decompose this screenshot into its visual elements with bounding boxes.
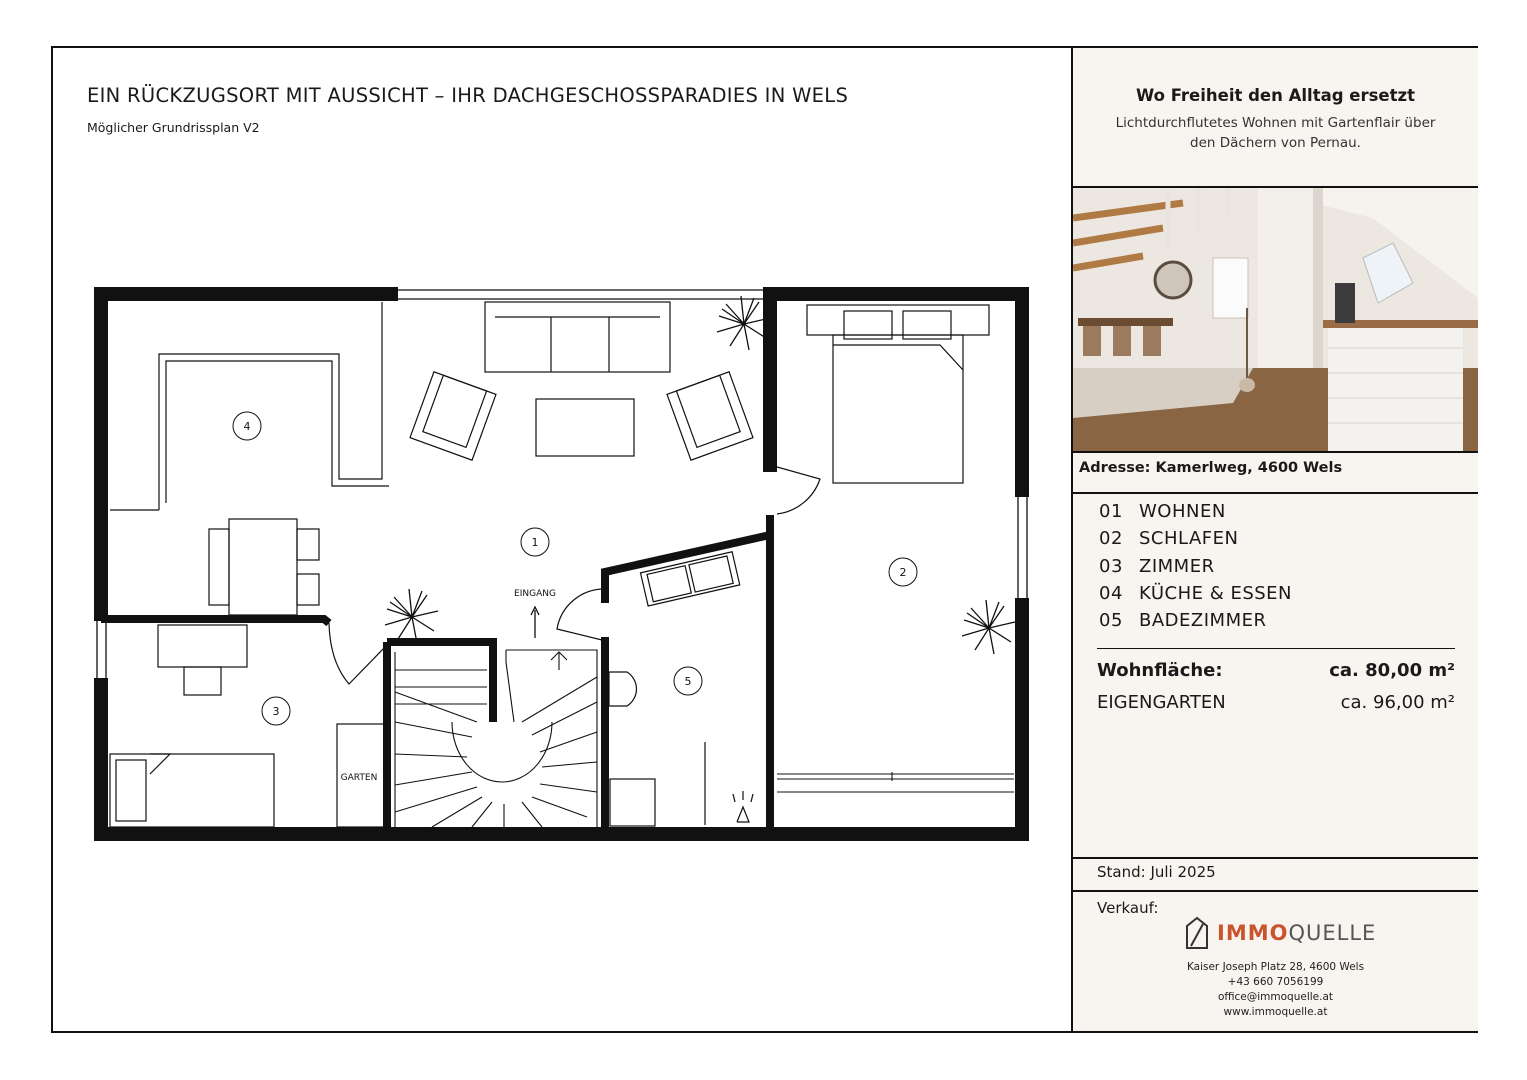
property-address: Adresse: Kamerlweg, 4600 Wels (1079, 460, 1343, 476)
room-marker-3 (262, 697, 290, 725)
garden-area-value: ca. 96,00 m² (1340, 692, 1455, 713)
svg-text:5: 5 (684, 675, 692, 688)
list-item: 01 WOHNEN (1099, 501, 1226, 522)
divider (1097, 648, 1455, 649)
living-area-row (1097, 660, 1455, 681)
dining-table (209, 519, 319, 615)
divider (1073, 451, 1478, 453)
info-sidebar (1071, 48, 1478, 1031)
outer-walls (101, 294, 1022, 834)
contact-website[interactable]: www.immoquelle.at (1223, 1006, 1328, 1018)
room-marker-2 (889, 558, 917, 586)
living-area-value: ca. 80,00 m² (1329, 660, 1455, 681)
svg-text:2: 2 (899, 566, 907, 579)
kitchen-counter (110, 302, 389, 510)
company-logo (1185, 916, 1376, 950)
svg-text:1: 1 (531, 536, 539, 549)
list-item: 03 ZIMMER (1099, 555, 1215, 577)
plant-icons (385, 296, 1015, 654)
contact-email[interactable]: office@immoquelle.at (1217, 991, 1334, 1003)
sales-label: Verkauf: (1097, 899, 1159, 917)
interior-walls (101, 515, 770, 834)
room-marker-1 (521, 528, 549, 556)
list-item: 05 BADEZIMMER (1099, 610, 1267, 632)
garden-area-row (1097, 692, 1455, 713)
living-area-label: Wohnfläche: (1097, 660, 1223, 681)
sliding-door (777, 772, 1014, 792)
floor-plan-area (53, 48, 1073, 1031)
room-marker-5 (674, 667, 702, 695)
divider (1073, 857, 1478, 859)
entrance-label: EINGANG (514, 589, 556, 599)
interior-photo (1073, 188, 1478, 451)
entrance-arrow (531, 607, 539, 638)
contact-phone[interactable]: +43 660 7056199 (1227, 976, 1324, 988)
living-furniture (410, 302, 753, 460)
svg-text:4: 4 (243, 420, 251, 433)
logo-wordmark: IMMOQUELLE (1217, 921, 1377, 945)
date-stand: Stand: Juli 2025 (1097, 863, 1216, 881)
room-marker-4 (233, 412, 261, 440)
windows (97, 290, 1027, 685)
divider (1073, 492, 1478, 494)
divider (1073, 890, 1478, 892)
double-bed (807, 305, 989, 483)
contact-block (1073, 960, 1478, 1020)
room3-furniture (110, 625, 386, 827)
garden-area-label: EIGENGARTEN (1097, 692, 1226, 713)
list-item: 04 KÜCHE & ESSEN (1099, 582, 1293, 604)
contact-address: Kaiser Joseph Platz 28, 4600 Wels (1186, 961, 1365, 973)
garden-label: GARTEN (340, 773, 378, 783)
sidebar-headline: Wo Freiheit den Alltag ersetzt (1136, 86, 1415, 105)
plan-subtitle: Möglicher Grundrissplan V2 (87, 120, 260, 135)
sidebar-description: Lichtdurchflutetes Wohnen mit Gartenflair über den Dächern von Pernau. (1115, 115, 1436, 151)
floor-plan-drawing (53, 48, 1071, 1031)
svg-text:3: 3 (272, 705, 280, 718)
house-logo-icon (1185, 916, 1209, 950)
room-list (1099, 501, 1292, 637)
list-item: 02 SCHLAFEN (1099, 528, 1239, 550)
page-frame (51, 46, 1478, 1033)
plan-title: EIN RÜCKZUGSORT MIT AUSSICHT – IHR DACHGESCHOSSPARADIES IN WELS (87, 84, 849, 107)
room-markers (233, 412, 917, 783)
